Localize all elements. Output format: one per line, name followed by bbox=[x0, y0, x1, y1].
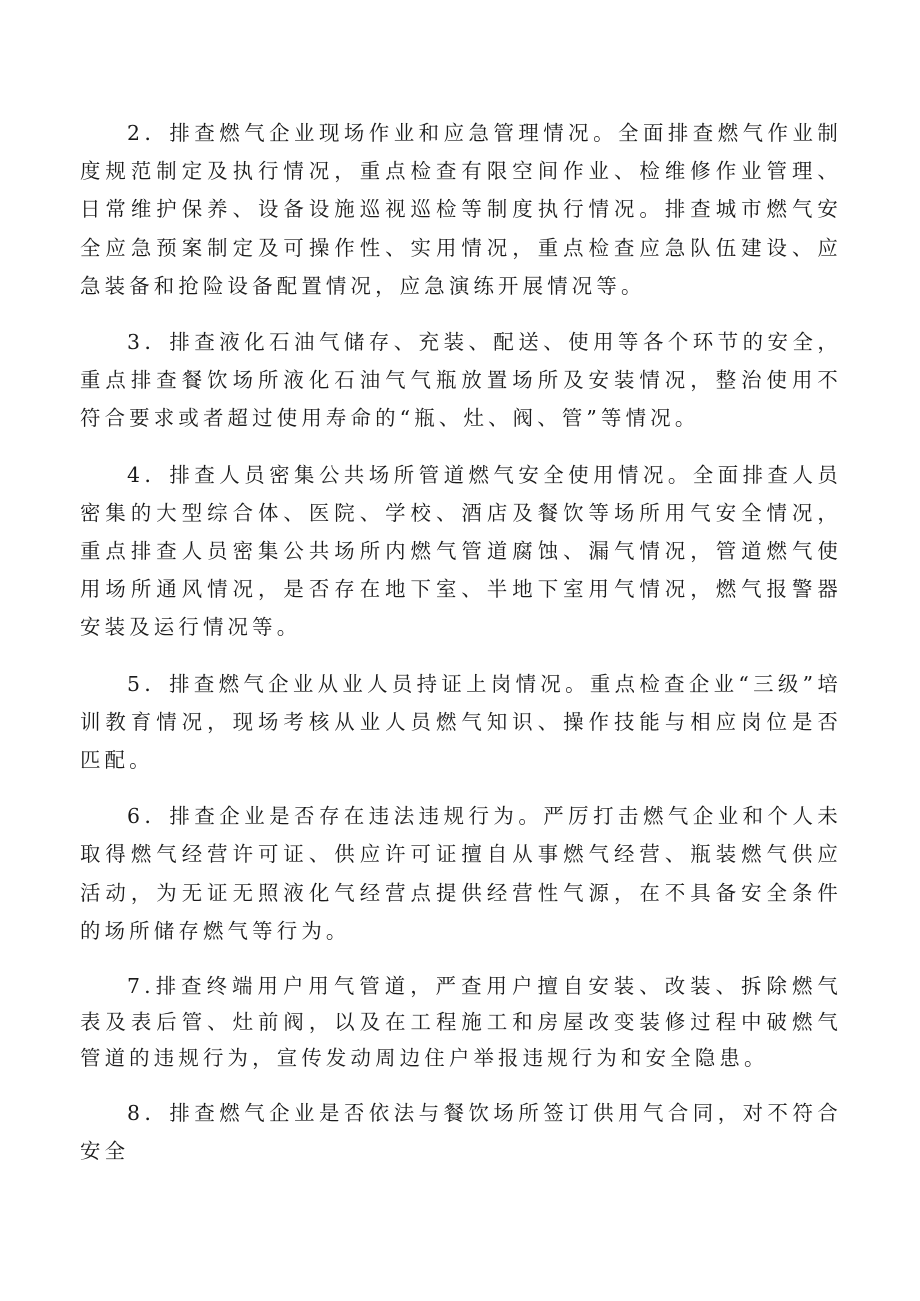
paragraph-item-7: 7.排查终端用户用气管道，严查用户擅自安装、改装、拆除燃气表及表后管、灶前阀，以及在工程施工和房屋改变装修过程中破燃气管道的违规行为，宣传发动周边住户举报违规行为和安全隐患。 bbox=[80, 974, 842, 1071]
paragraph-item-8: 8．排查燃气企业是否依法与餐饮场所签订供用气合同，对不符合安全 bbox=[80, 1101, 842, 1164]
paragraph-item-2: 2．排查燃气企业现场作业和应急管理情况。全面排查燃气作业制度规范制定及执行情况，重点检查有限空间作业、检维修作业管理、日常维护保养、设备设施巡视巡检等制度执行情况。排查城市燃气安全应急预案制定及可操作性、实用情况，重点检查应急队伍建设、应急装备和抢险设备配置情况，应急演练开展情况等。 bbox=[80, 121, 842, 298]
paragraph-item-5: 5．排查燃气企业从业人员持证上岗情况。重点检查企业“三级”培训教育情况，现场考核从业人员燃气知识、操作技能与相应岗位是否匹配。 bbox=[80, 671, 842, 773]
paragraph-item-6: 6．排查企业是否存在违法违规行为。严厉打击燃气企业和个人未取得燃气经营许可证、供应许可证擅自从事燃气经营、瓶装燃气供应活动，为无证无照液化气经营点提供经营性气源，在不具备安全条件的场所储存燃气等行为。 bbox=[80, 804, 842, 943]
paragraph-item-4: 4．排查人员密集公共场所管道燃气安全使用情况。全面排查人员密集的大型综合体、医院、学校、酒店及餐饮等场所用气安全情况，重点排查人员密集公共场所内燃气管道腐蚀、漏气情况，管道燃气使用场所通风情况，是否存在地下室、半地下室用气情况，燃气报警器安装及运行情况等。 bbox=[80, 462, 842, 640]
paragraph-item-3: 3．排查液化石油气储存、充装、配送、使用等各个环节的安全，重点排查餐饮场所液化石油气气瓶放置场所及安装情况，整治使用不符合要求或者超过使用寿命的“瓶、灶、阀、管”等情况。 bbox=[80, 330, 842, 431]
